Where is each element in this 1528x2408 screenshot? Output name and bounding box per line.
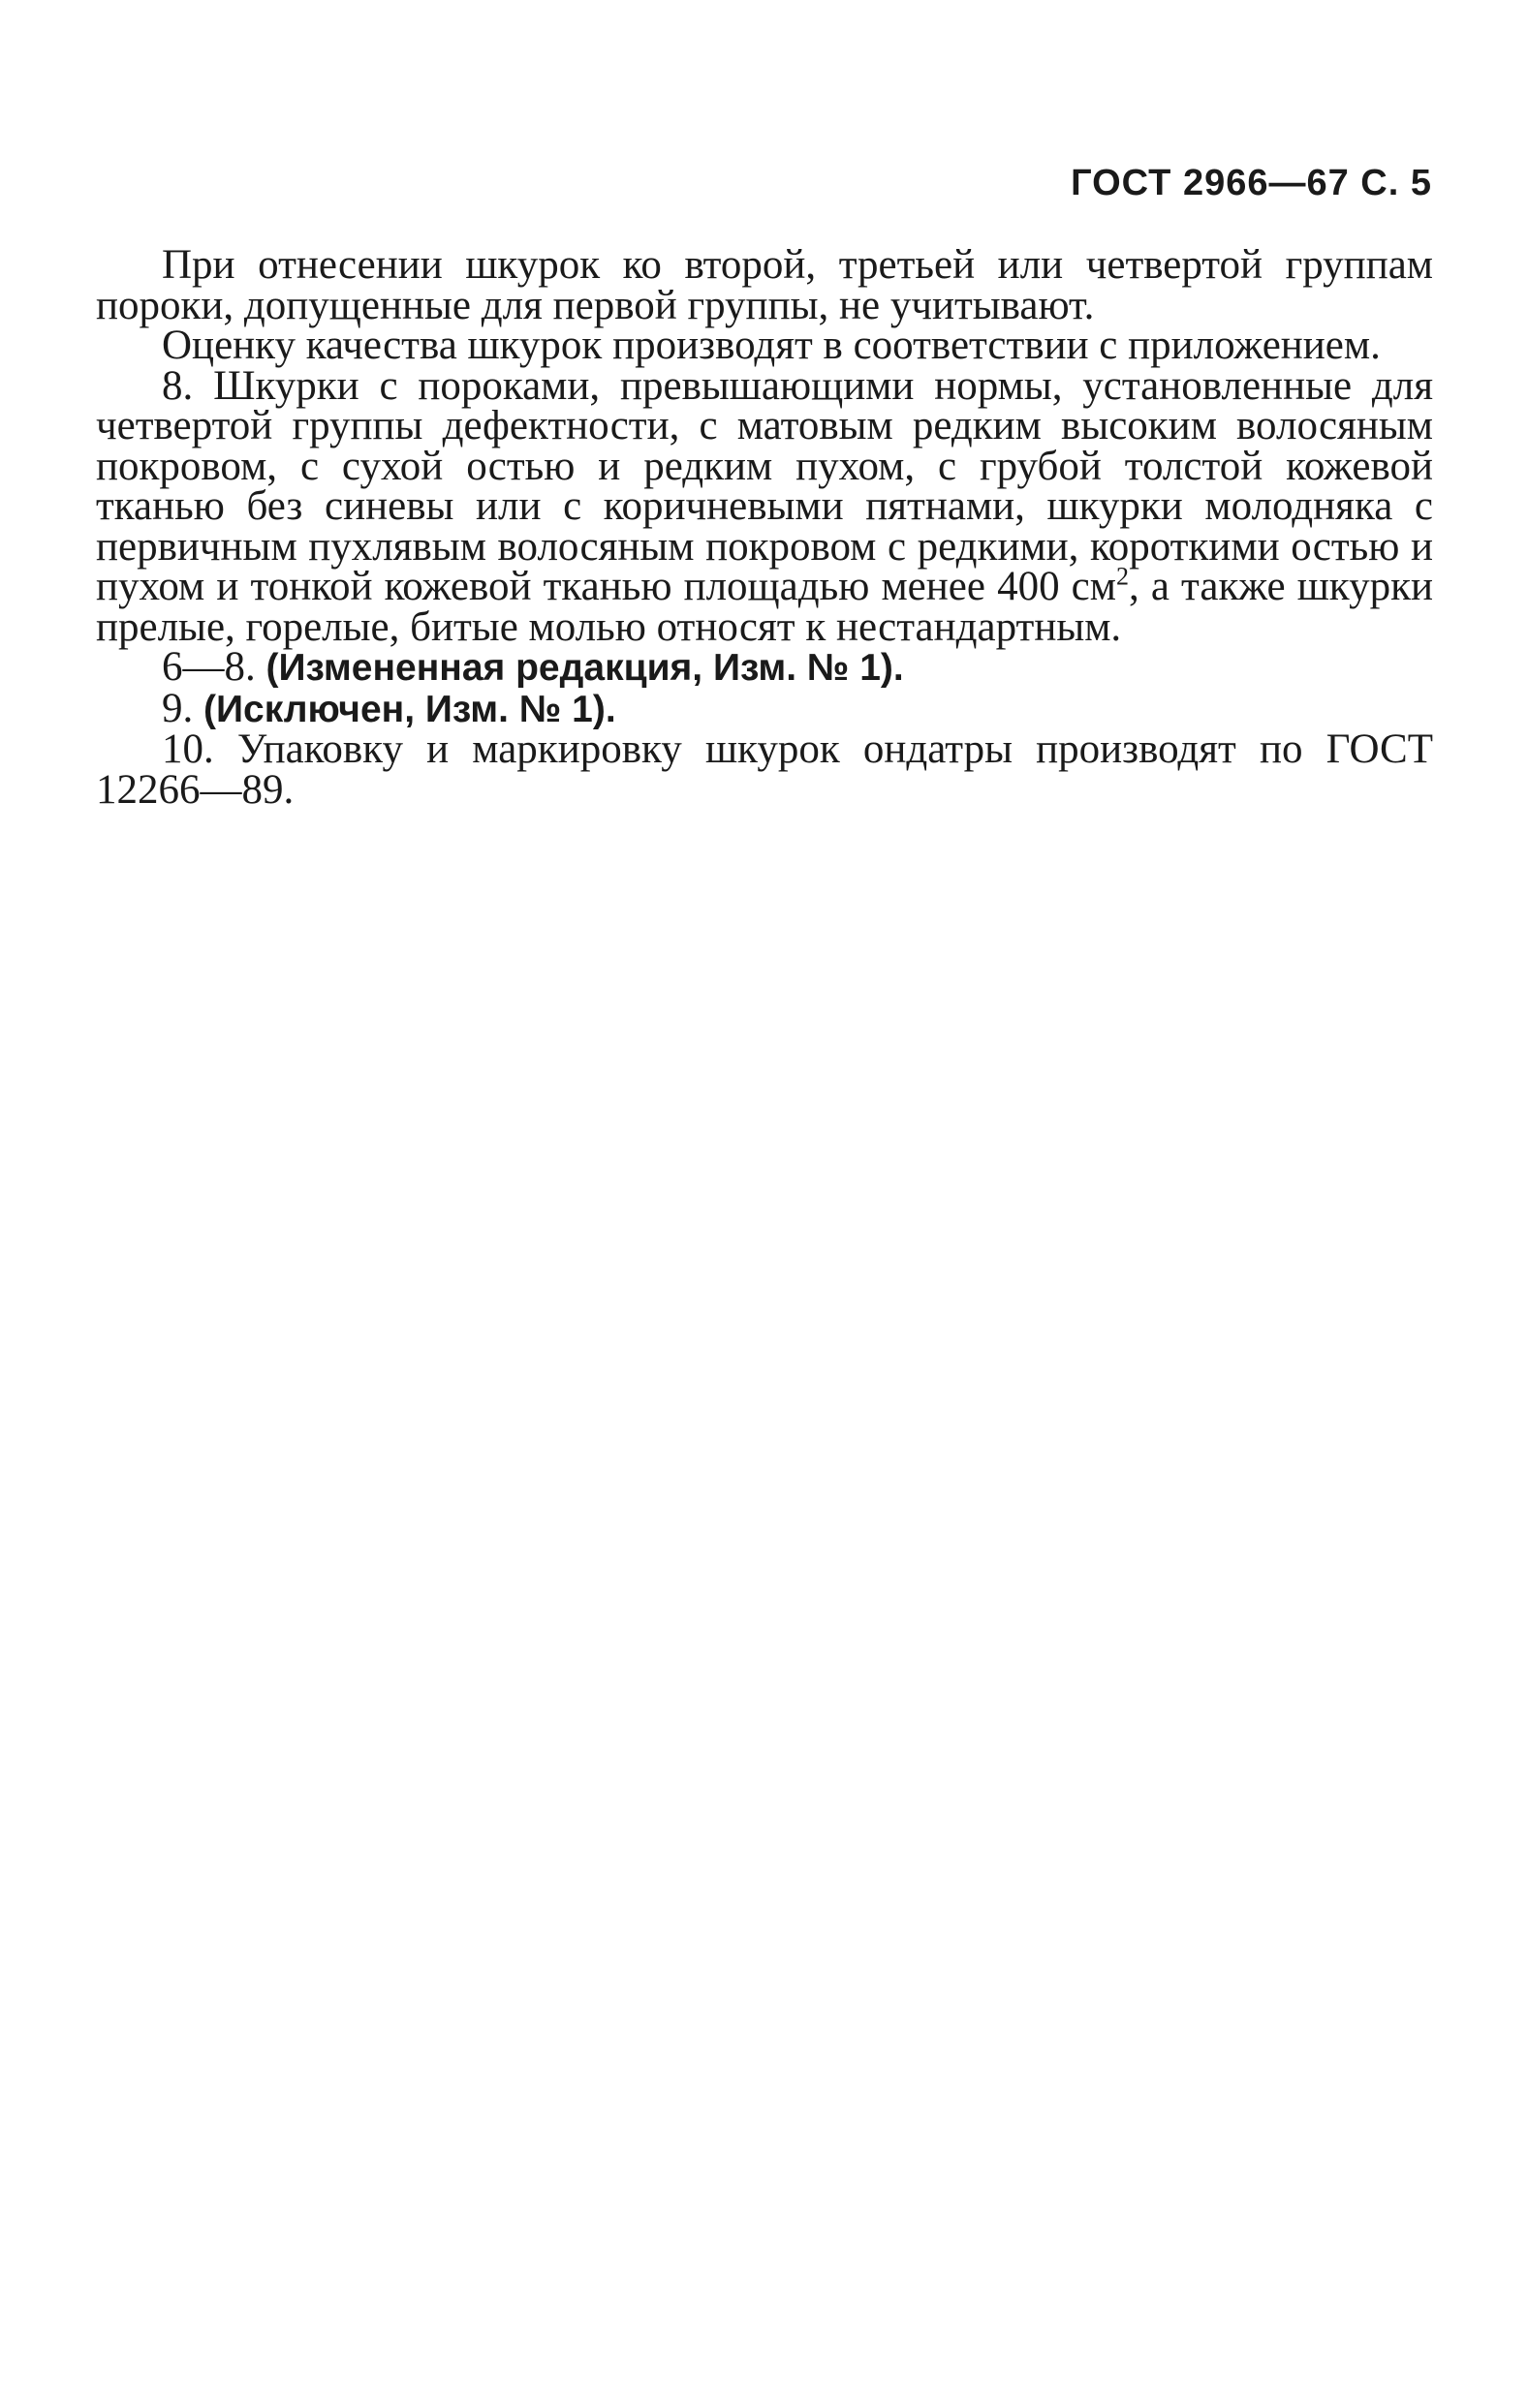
superscript-square: 2 [1115,562,1129,591]
amendment-6-8-prefix: 6—8. [162,644,266,690]
item-8-text-end: , а также шкурки прелые, горелые, битые молью относят к нестандартным. [96,564,1433,650]
paragraph-amendment-6-8 [96,644,1433,690]
paragraph-item-8 [96,362,1433,650]
paragraph-group-defects: При отнесении шкурок ко второй, третьей или четвертой группам пороки, допущенные для первой группы, не учитывают. [96,242,1433,328]
item-9-prefix: 9. [162,685,203,731]
paragraph-item-9 [96,685,1433,731]
item-9-note: (Исключен, Изм. № 1). [203,688,616,730]
document-body [96,242,1433,813]
paragraph-quality-assessment: Оценку качества шкурок производят в соответствии с приложением. [162,323,1381,368]
paragraph-item-10: 10. Упаковку и маркировку шкурок ондатры производят по ГОСТ 12266—89. [96,726,1433,813]
item-8-text: 8. Шкурки с пороками, превышающими нормы, установленные для четвертой группы дефектности, с матовым редким высоким волосяным покровом, с сухой остью и редким пухом, с грубой толстой кожевой тканью без синевы или с коричневыми пятнами, шкурки молодняка с первичным пухлявым волосяным покровом с редкими, короткими остью и пухом и тонкой кожевой тканью площадью менее 400 см [96,362,1433,609]
page-header: ГОСТ 2966—67 С. 5 [1071,163,1432,203]
amendment-6-8-note: (Измененная редакция, Изм. № 1). [265,647,904,689]
